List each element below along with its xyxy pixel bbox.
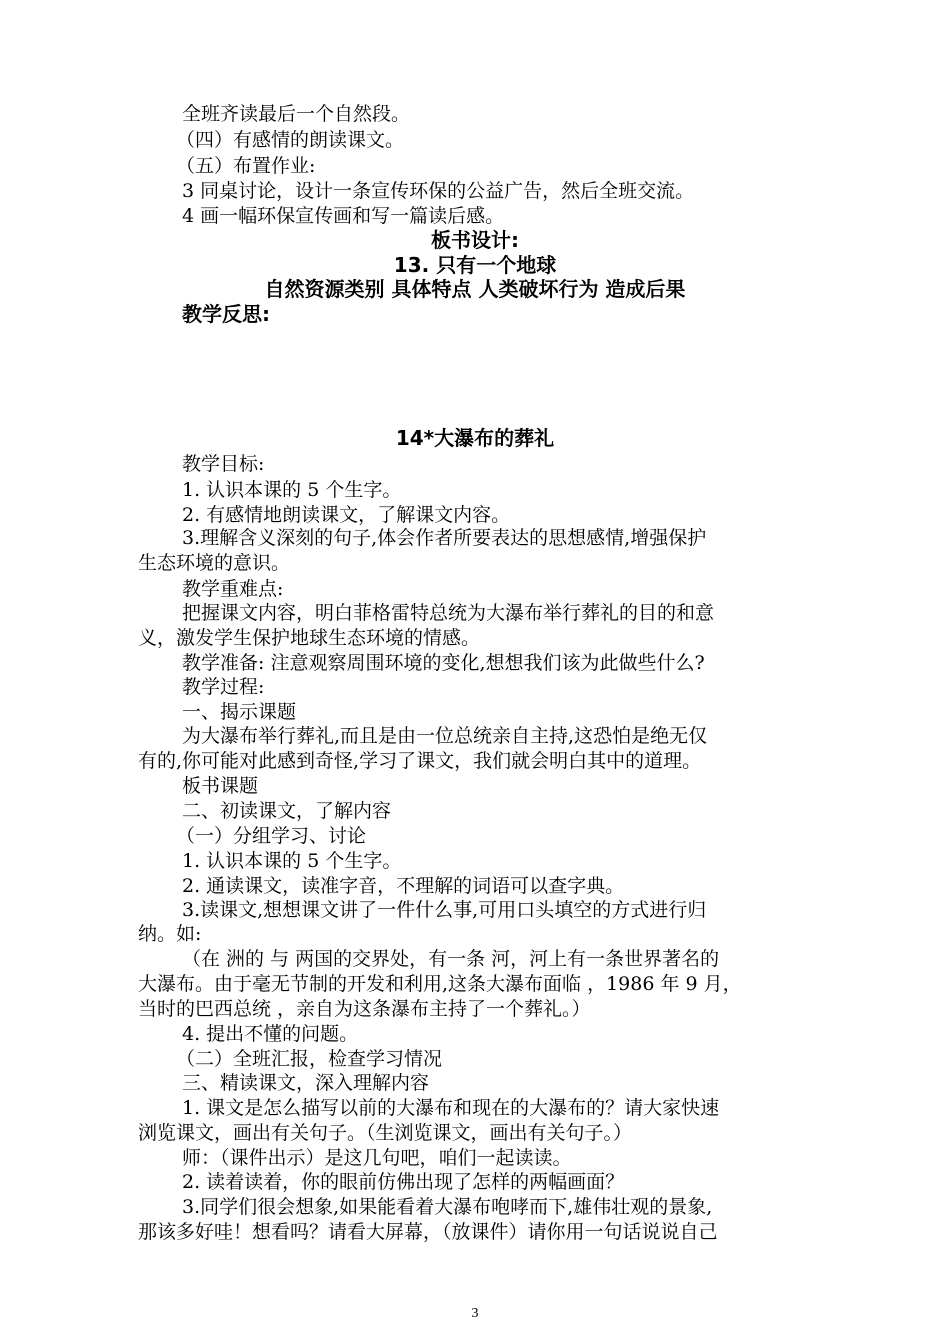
text-line: 义，激发学生保护地球生态环境的情感。 [138,627,481,649]
text-line: 2. 有感情地朗读课文，了解课文内容。 [182,504,511,526]
board-design-columns: 自然资源类别 具体特点 人类破坏行为 造成后果 [264,277,686,301]
text-line: 3 同桌讨论，设计一条宣传环保的公益广告，然后全班交流。 [182,180,695,202]
text-line: 教学目标: [182,453,265,475]
text-line: （二）全班汇报，检查学习情况 [176,1048,443,1070]
text-line: 浏览课文，画出有关句子。（生浏览课文，画出有关句子。） [138,1122,633,1144]
text-line: 大瀑布。由于毫无节制的开发和利用,这条大瀑布面临 ，1986 年 9 月， [138,973,742,995]
text-line: （五）布置作业: [176,155,316,177]
lesson-13-title: 13. 只有一个地球 [393,253,557,277]
text-line: 1. 认识本课的 5 个生字。 [182,850,402,872]
text-line: 4 画一幅环保宣传画和写一篇读后感。 [182,205,505,227]
reflection-heading: 教学反思: [182,302,270,326]
text-line: 把握课文内容，明白菲格雷特总统为大瀑布举行葬礼的目的和意 [182,602,715,624]
text-line: （四）有感情的朗读课文。 [176,129,405,151]
text-line: 板书课题 [182,775,259,797]
text-line: 全班齐读最后一个自然段。 [182,103,411,125]
text-line: 有的,你可能对此感到奇怪,学习了课文，我们就会明白其中的道理。 [138,750,702,772]
page-number: 3 [471,1306,479,1321]
text-line: 一、揭示课题 [182,701,297,723]
board-design-heading: 板书设计: [431,228,519,252]
text-line: 二、初读课文，了解内容 [182,800,392,822]
lesson-14-title: 14*大瀑布的葬礼 [395,426,555,450]
text-line: （一）分组学习、讨论 [176,825,367,847]
text-line: （在 洲的 与 两国的交界处，有一条 河，河上有一条世界著名的 [182,948,720,970]
text-line: 2. 读着读着，你的眼前仿佛出现了怎样的两幅画面？ [182,1171,625,1193]
text-line: 生态环境的意识。 [138,552,291,574]
text-line: 教学准备: 注意观察周围环境的变化,想想我们该为此做些什么? [182,652,705,674]
text-line: 3.理解含义深刻的句子,体会作者所要表达的思想感情,增强保护 [182,527,707,549]
text-line: 当时的巴西总统 ，亲自为这条瀑布主持了一个葬礼。） [138,998,591,1020]
text-line: 教学重难点: [182,578,284,600]
text-line: 师：（课件出示）是这几句吧，咱们一起读读。 [182,1147,572,1169]
text-line: 3.同学们很会想象,如果能看着大瀑布咆哮而下,雄伟壮观的景象, [182,1196,713,1218]
text-line: 4. 提出不懂的问题。 [182,1023,359,1045]
text-line: 1. 课文是怎么描写以前的大瀑布和现在的大瀑布的？请大家快速 [182,1097,720,1119]
text-line: 3.读课文,想想课文讲了一件什么事,可用口头填空的方式进行归 [182,899,707,921]
text-line: 那该多好哇！想看吗？请看大屏幕，（放课件）请你用一句话说说自己 [138,1221,718,1243]
text-line: 为大瀑布举行葬礼,而且是由一位总统亲自主持,这恐怕是绝无仅 [182,725,708,747]
text-line: 教学过程: [182,676,265,698]
text-line: 三、精读课文，深入理解内容 [182,1072,430,1094]
text-line: 2. 通读课文，读准字音，不理解的词语可以查字典。 [182,875,625,897]
text-line: 纳。如: [138,923,202,945]
text-line: 1. 认识本课的 5 个生字。 [182,479,402,501]
